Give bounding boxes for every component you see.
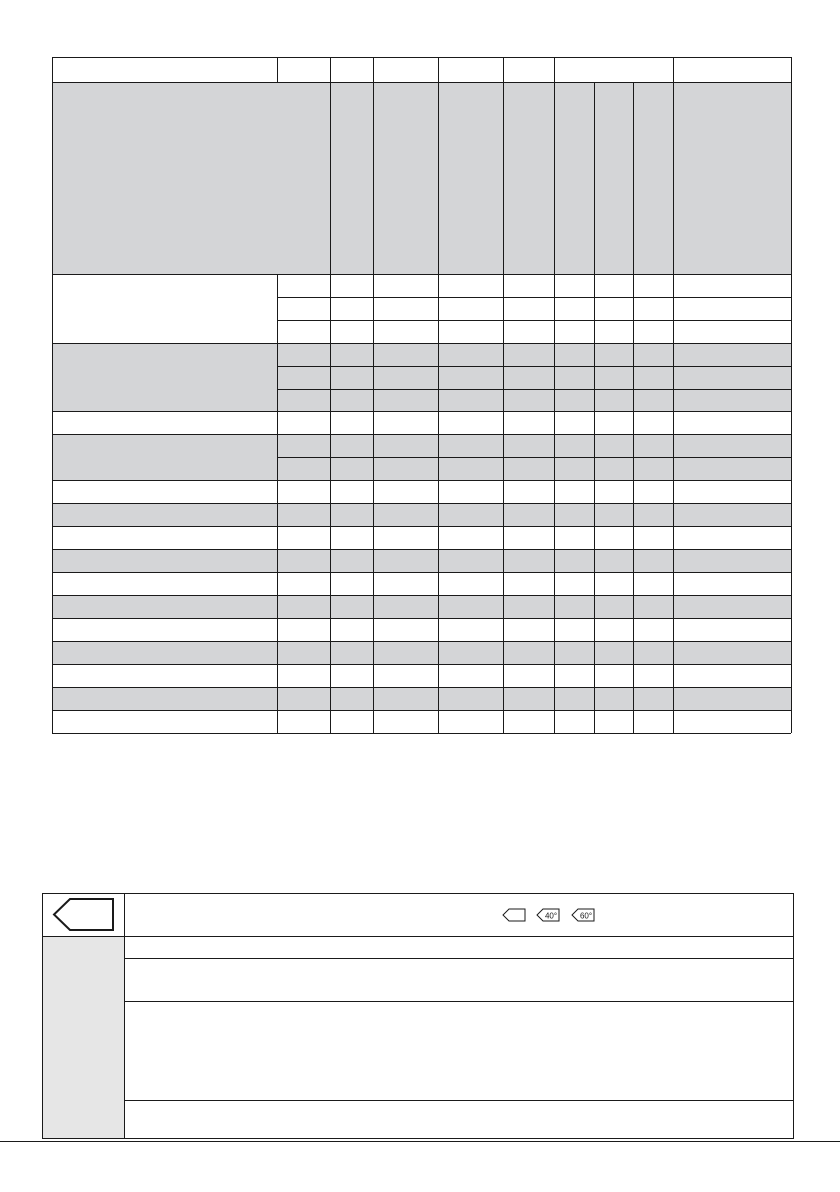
- table-row: [52, 366, 791, 389]
- table-row: [52, 595, 791, 618]
- table-row: [52, 389, 791, 411]
- table-row: [52, 710, 791, 733]
- table-row: [52, 343, 791, 366]
- info-box: [42, 893, 794, 1139]
- table-row: [52, 320, 791, 343]
- table-row: [52, 457, 791, 480]
- wash-label-40-icon-label: 40°: [544, 911, 558, 921]
- table-row: [52, 274, 791, 297]
- table-row: [52, 687, 791, 710]
- table-row: [52, 480, 791, 503]
- table-row: [52, 641, 791, 664]
- wash-label-40-icon: [537, 909, 559, 921]
- table-row: [52, 82, 791, 274]
- table-row: [52, 664, 791, 687]
- table-row: [52, 549, 791, 572]
- table-row: [52, 57, 791, 82]
- wash-label-icon: [54, 899, 113, 930]
- wash-label-60-icon-label: 60°: [579, 911, 593, 921]
- wash-label-plain-icon: [503, 909, 525, 921]
- wash-label-60-icon: [572, 909, 594, 921]
- table-row: [52, 297, 791, 320]
- table-row: [52, 434, 791, 457]
- table-row: [52, 411, 791, 434]
- table-row: [52, 503, 791, 526]
- info-box-border: [43, 894, 794, 1139]
- info-box-side-panel: [42, 936, 124, 1138]
- program-table: [52, 57, 792, 734]
- table-row: [52, 572, 791, 595]
- table-row: [52, 526, 791, 549]
- table-row: [52, 618, 791, 641]
